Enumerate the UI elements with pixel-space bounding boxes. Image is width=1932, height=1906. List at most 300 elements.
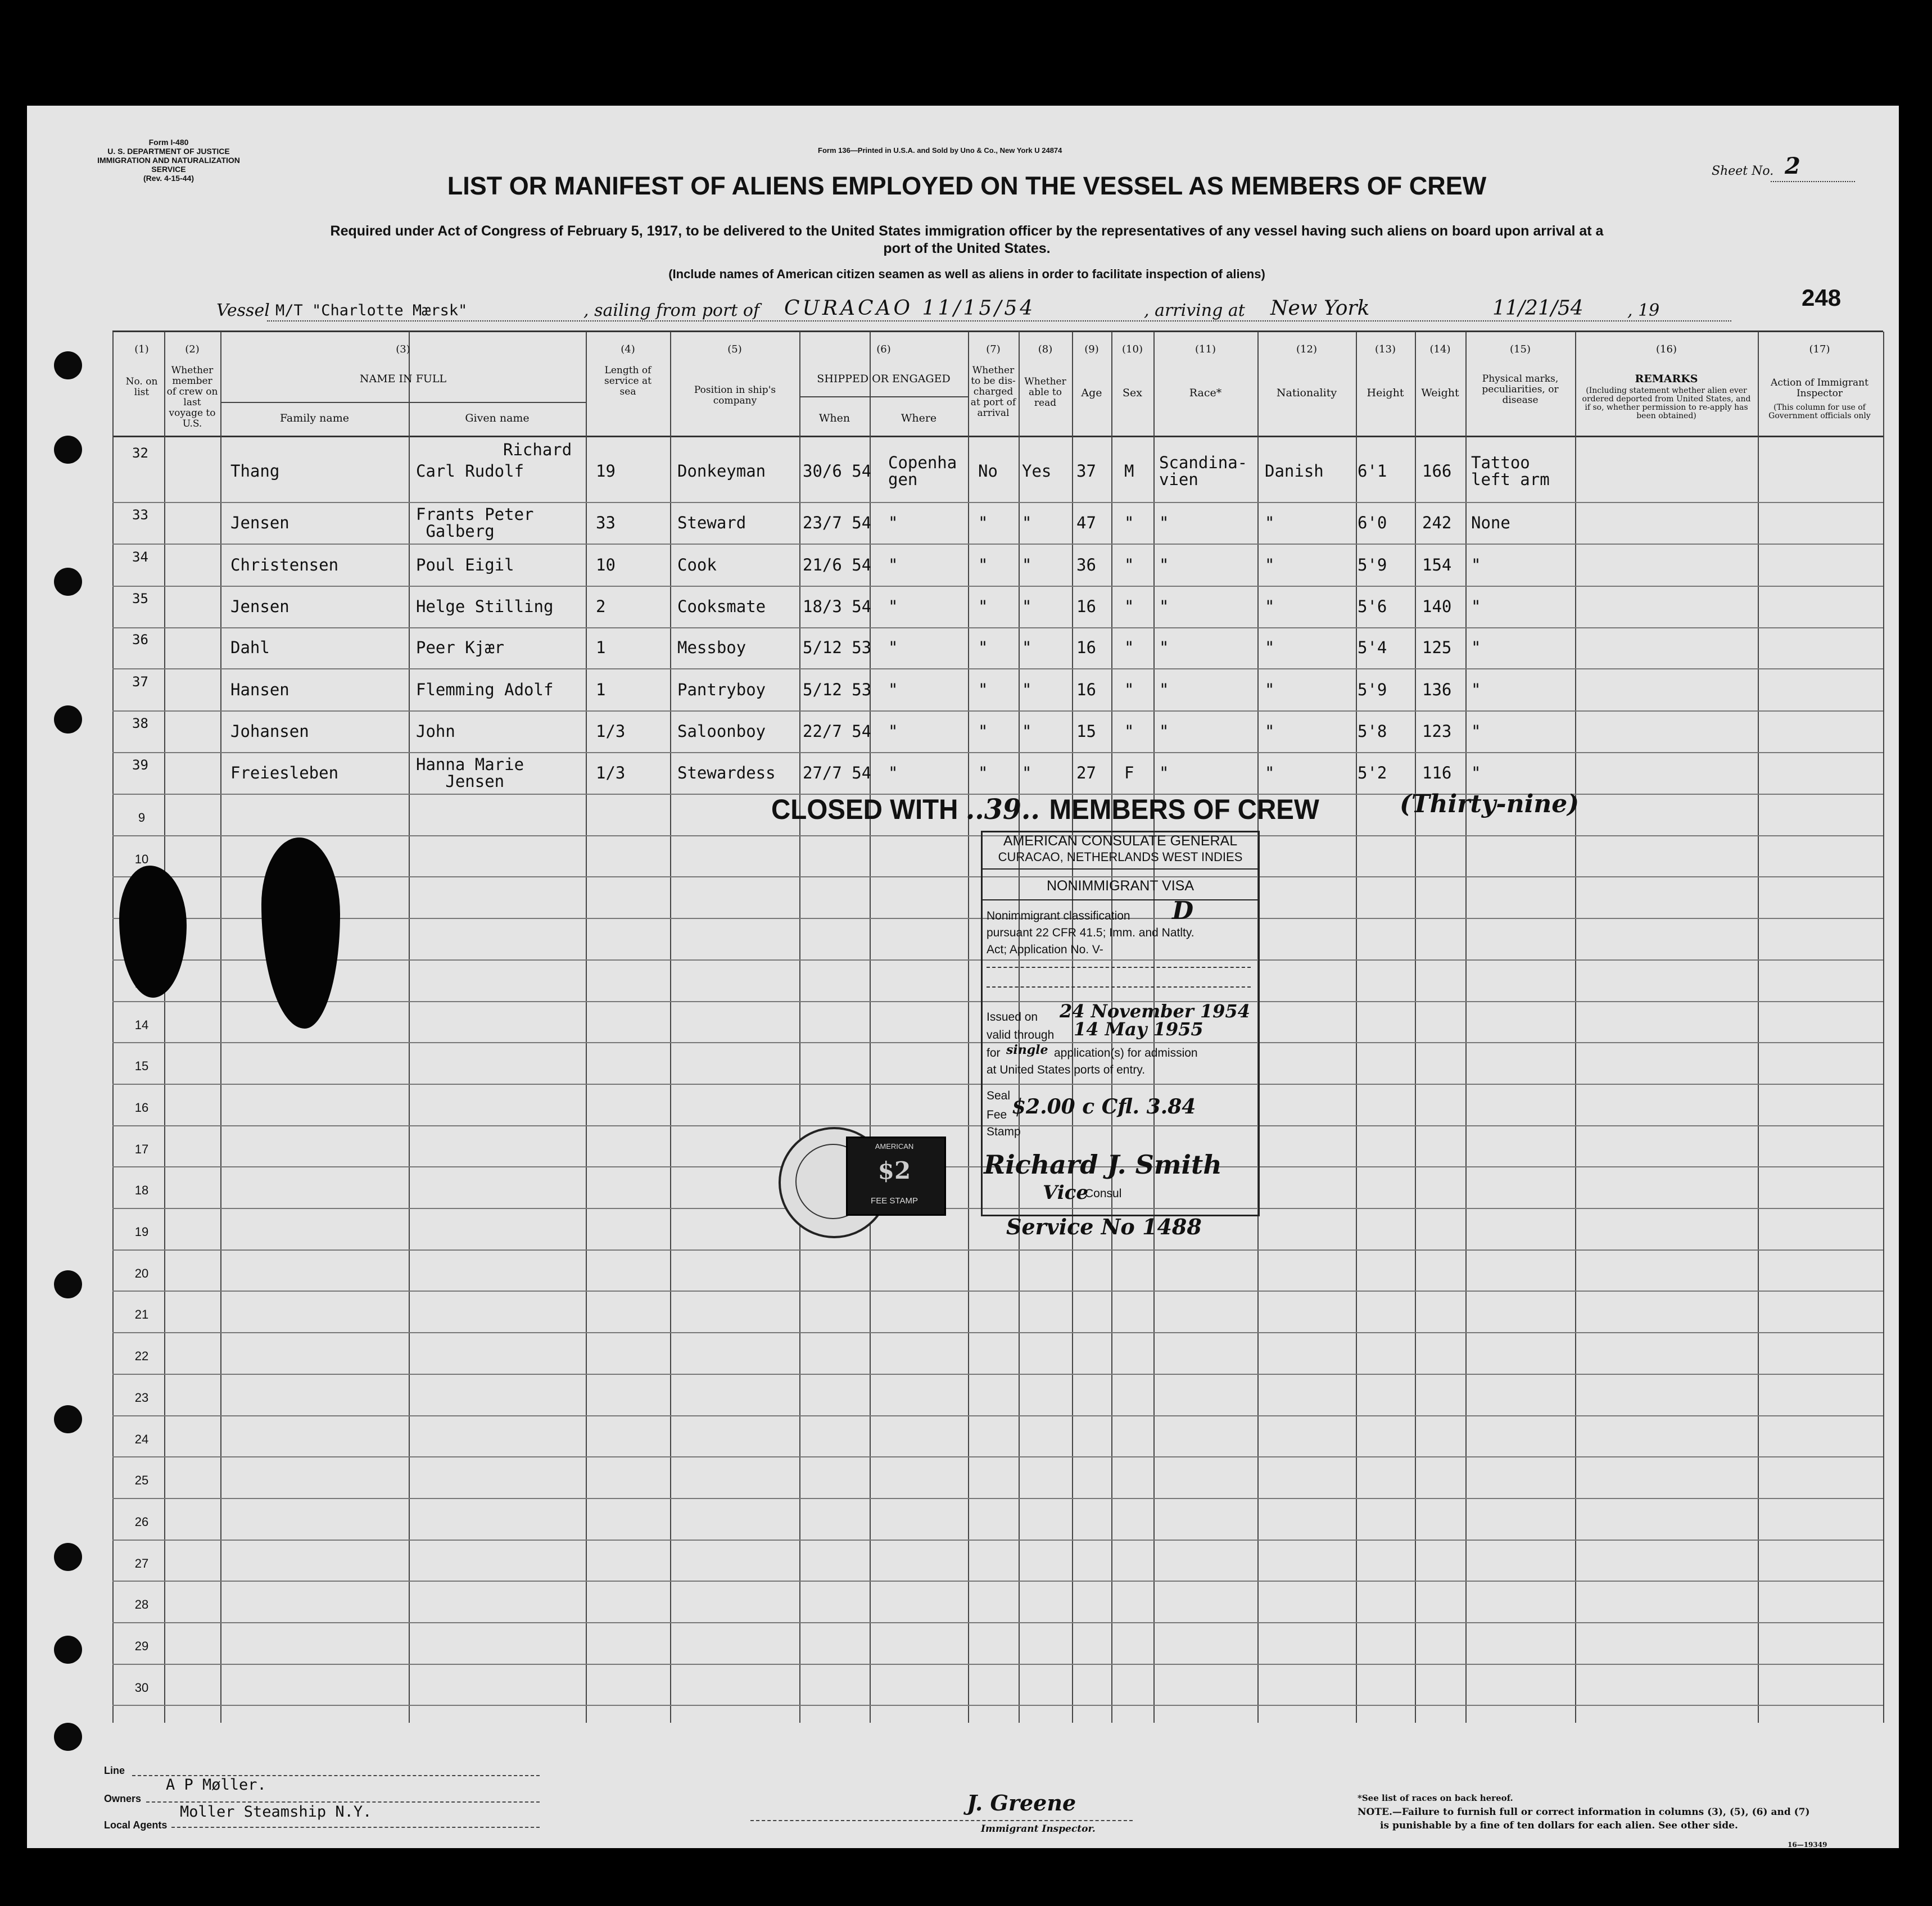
- fee-stamp-top: AMERICAN: [875, 1142, 914, 1151]
- age: 15: [1076, 722, 1096, 741]
- footer-owners-label: Owners: [104, 1793, 142, 1804]
- vessel-label: Vessel: [216, 301, 270, 320]
- row-rule: [112, 1456, 1883, 1457]
- sex: M: [1124, 461, 1134, 481]
- visa-location: CURACAO, NETHERLANDS WEST INDIES: [998, 850, 1243, 864]
- row-rule: [112, 710, 1883, 712]
- age: 37: [1076, 461, 1096, 481]
- position: Messboy: [677, 638, 746, 657]
- visa-title-print: Consul: [1085, 1187, 1122, 1200]
- arriving-label: , arriving at: [1144, 301, 1245, 320]
- row-number: 26: [134, 1514, 149, 1529]
- discharged: ": [978, 513, 988, 532]
- punch-hole: [54, 1405, 82, 1433]
- page-title: LIST OR MANIFEST OF ALIENS EMPLOYED ON THE VESSEL AS MEMBERS OF CREW: [447, 171, 1487, 200]
- row-rule: [112, 1705, 1883, 1706]
- visa-ports: at United States ports of entry.: [987, 1063, 1146, 1076]
- physical-marks: ": [1471, 722, 1481, 741]
- shipped-where: Copenha gen: [888, 453, 957, 489]
- able-to-read: Yes: [1022, 461, 1052, 481]
- able-to-read: ": [1022, 597, 1032, 616]
- family-name: Hansen: [230, 680, 289, 699]
- row-rule: [112, 1291, 1883, 1292]
- row-rule: [112, 1374, 1883, 1375]
- shipped-when: 5/12 53: [803, 680, 872, 699]
- able-to-read: ": [1022, 638, 1032, 657]
- visa-rule: [981, 868, 1260, 870]
- col-header-action: Action of Immigrant Inspector: [1771, 377, 1868, 399]
- height: 5'4: [1358, 638, 1387, 657]
- service-length: 1/3: [596, 763, 626, 782]
- shipped-when: 21/6 54: [803, 555, 872, 574]
- col-num: (15): [1510, 343, 1531, 355]
- col-num: (6): [876, 343, 891, 355]
- given-name: Peer Kjær: [416, 638, 505, 657]
- shipped-where: ": [888, 555, 898, 574]
- row-number: 17: [134, 1142, 149, 1156]
- row-number: 20: [134, 1266, 149, 1280]
- race: ": [1159, 513, 1169, 532]
- family-name: Freiesleben: [230, 763, 339, 782]
- col-header-action-note: (This column for use of Government officials only: [1768, 403, 1871, 420]
- discharged: ": [978, 638, 988, 657]
- footer-underline: [146, 1801, 540, 1803]
- age: 16: [1076, 638, 1096, 657]
- visa-act: Act; Application No. V-: [987, 943, 1103, 956]
- row-rule: [112, 1622, 1883, 1623]
- able-to-read: ": [1022, 513, 1032, 532]
- row-number: 38: [132, 716, 148, 731]
- row-number: 16: [134, 1100, 149, 1115]
- column-rule: [1356, 332, 1357, 1723]
- col-num: (10): [1122, 343, 1143, 355]
- race: Scandina- vien: [1159, 453, 1248, 489]
- col-num: (7): [986, 343, 1001, 355]
- column-rule: [586, 332, 587, 1723]
- column-rule: [409, 332, 410, 1723]
- given-name: Flemming Adolf: [416, 680, 554, 699]
- row-number: 28: [134, 1597, 149, 1612]
- col-num: (17): [1809, 343, 1830, 355]
- height: 6'1: [1358, 461, 1387, 481]
- position: Saloonboy: [677, 722, 766, 741]
- visa-valid-value: 14 May 1955: [1074, 1018, 1203, 1040]
- sex: ": [1124, 513, 1134, 532]
- nationality: ": [1265, 555, 1275, 574]
- shipped-when: 30/6 54: [803, 461, 872, 481]
- given-name: John: [416, 722, 455, 741]
- visa-title-hand: Vice: [1043, 1181, 1089, 1204]
- arriving-port: New York: [1270, 297, 1370, 320]
- family-name: Jensen: [230, 513, 289, 532]
- col-header-weight: Weight: [1421, 387, 1459, 399]
- row-number: 30: [134, 1680, 149, 1695]
- height: 5'8: [1358, 722, 1387, 741]
- discharged: ": [978, 680, 988, 699]
- visa-issued-value: 24 November 1954: [1060, 1000, 1250, 1022]
- shipped-where: ": [888, 513, 898, 532]
- col-header-sex: Sex: [1123, 387, 1142, 399]
- column-rule: [968, 332, 969, 1723]
- weight: 242: [1422, 513, 1452, 532]
- row-rule: [112, 1498, 1883, 1499]
- year-label: , 19: [1627, 301, 1660, 320]
- visa-signature: Richard J. Smith: [984, 1149, 1222, 1180]
- col-header-shipped: SHIPPED OR ENGAGED: [817, 373, 951, 385]
- subtitle: Required under Act of Congress of February 5, 1917, to be delivered to the United States immigration officer by the representatives of any vessel having such aliens on board upon arrival at a: [330, 223, 1604, 239]
- service-length: 33: [596, 513, 616, 532]
- row-number: 33: [132, 507, 148, 523]
- col-header-remarks-note: (Including statement whether alien ever ordered deported from United States, and if so, whether permission to re-apply has been obtained): [1582, 386, 1751, 420]
- table-top-border: [112, 331, 1883, 332]
- family-name: Johansen: [230, 722, 309, 741]
- vessel-name: M/T "Charlotte Mærsk": [275, 302, 468, 319]
- age: 27: [1076, 763, 1096, 782]
- given-name: Helge Stilling: [416, 597, 554, 616]
- discharged: ": [978, 763, 988, 782]
- sub-header-rule: [799, 396, 968, 397]
- shipped-when: 18/3 54: [803, 597, 872, 616]
- row-rule: [112, 752, 1883, 753]
- physical-marks: ": [1471, 680, 1481, 699]
- row-number: 15: [134, 1059, 149, 1074]
- given-name: Poul Eigil: [416, 555, 514, 574]
- col-num: (8): [1038, 343, 1053, 355]
- punch-hole: [54, 1636, 82, 1664]
- visa-pursuant: pursuant 22 CFR 41.5; Imm. and Natlty.: [987, 926, 1195, 939]
- footer-underline: [171, 1827, 540, 1828]
- col-header-discharged: Whether to be dis-charged at port of arrival: [970, 365, 1016, 419]
- printer-note: Form 136—Printed in U.S.A. and Sold by Uno & Co., New York U 24874: [818, 146, 1062, 155]
- race: ": [1159, 597, 1169, 616]
- visa-application: application(s) for admission: [1054, 1047, 1198, 1060]
- inspector-signature: J. Greene: [967, 1790, 1076, 1816]
- vessel-underline: [267, 320, 1731, 322]
- row-number: 25: [134, 1473, 149, 1488]
- visa-consulate: AMERICAN CONSULATE GENERAL: [1003, 833, 1238, 849]
- col-header-position: Position in ship's company: [694, 384, 776, 406]
- punch-hole: [54, 705, 82, 734]
- col-num: (2): [185, 343, 200, 355]
- form-id-line: U. S. DEPARTMENT OF JUSTICE: [107, 147, 230, 156]
- row-number: 32: [132, 445, 148, 461]
- row-number: 39: [132, 757, 148, 773]
- row-rule: [112, 668, 1883, 669]
- position: Donkeyman: [677, 461, 766, 481]
- visa-service-no: Service No 1488: [1006, 1214, 1202, 1239]
- closing-members: MEMBERS OF CREW: [1049, 794, 1319, 825]
- closing-count: 39: [984, 793, 1021, 826]
- service-length: 2: [596, 597, 606, 616]
- visa-rule: [981, 899, 1260, 900]
- physical-marks: ": [1471, 555, 1481, 574]
- row-number: 10: [134, 852, 149, 866]
- service-length: 19: [596, 461, 616, 481]
- col-header-age: Age: [1081, 387, 1102, 399]
- visa-stamp-label: Stamp: [987, 1125, 1021, 1138]
- punch-hole: [54, 1543, 82, 1571]
- col-num: (9): [1084, 343, 1099, 355]
- subtitle-note: (Include names of American citizen seamen as well as aliens in order to facilitate inspection of aliens): [668, 267, 1265, 281]
- footer-note: is punishable by a fine of ten dollars for each alien. See other side.: [1380, 1820, 1738, 1831]
- row-rule: [112, 586, 1883, 587]
- height: 5'9: [1358, 555, 1387, 574]
- discharged: No: [978, 461, 998, 481]
- given-name: Hanna Marie Jensen: [416, 755, 524, 791]
- physical-marks: Tattoo left arm: [1471, 453, 1550, 489]
- race: ": [1159, 722, 1169, 741]
- column-rule: [1415, 332, 1416, 1723]
- visa-fee-value: $2.00 c Cfl. 3.84: [1012, 1095, 1196, 1119]
- able-to-read: ": [1022, 680, 1032, 699]
- shipped-where: ": [888, 597, 898, 616]
- given-name: Carl Rudolf: [416, 461, 524, 481]
- height: 5'9: [1358, 680, 1387, 699]
- column-rule: [1465, 332, 1467, 1723]
- service-length: 1/3: [596, 722, 626, 741]
- sheet-label: Sheet No.: [1712, 164, 1774, 178]
- row-number: 35: [132, 591, 148, 606]
- able-to-read: ": [1022, 722, 1032, 741]
- column-rule: [670, 332, 671, 1723]
- fee-stamp-value: $2: [877, 1157, 911, 1184]
- col-header-no: No. on list: [125, 376, 158, 398]
- col-num: (1): [134, 343, 149, 355]
- family-name: Dahl: [230, 638, 270, 657]
- visa-fee-label: Fee: [987, 1108, 1007, 1121]
- column-rule: [164, 332, 165, 1723]
- position: Steward: [677, 513, 746, 532]
- physical-marks: ": [1471, 763, 1481, 782]
- closing-stamp: CLOSED WITH ..39.. MEMBERS OF CREW: [771, 793, 1319, 826]
- position: Cook: [677, 555, 717, 574]
- sex: ": [1124, 638, 1134, 657]
- shipped-where: ": [888, 722, 898, 741]
- col-header-given: Given name: [465, 412, 530, 424]
- row-number: 14: [134, 1017, 149, 1032]
- col-header-when: When: [818, 412, 850, 424]
- inspector-underline: [750, 1820, 1133, 1821]
- row-rule: [112, 1664, 1883, 1665]
- row-rule: [112, 1415, 1883, 1416]
- family-name: Jensen: [230, 597, 289, 616]
- given-name-addition: Richard: [503, 440, 572, 459]
- nationality: ": [1265, 680, 1275, 699]
- col-num: (3): [396, 343, 410, 355]
- sailing-label: , sailing from port of: [583, 301, 760, 320]
- sex: ": [1124, 597, 1134, 616]
- visa-classification: Nonimmigrant classification: [987, 909, 1130, 922]
- col-header-remarks: REMARKS: [1635, 373, 1698, 385]
- row-rule: [112, 627, 1883, 628]
- shipped-where: ": [888, 638, 898, 657]
- visa-for-value: single: [1006, 1043, 1048, 1057]
- visa-issued-label: Issued on: [987, 1011, 1038, 1024]
- height: 5'6: [1358, 597, 1387, 616]
- column-rule: [112, 332, 114, 1723]
- nationality: ": [1265, 722, 1275, 741]
- row-number: 21: [134, 1307, 149, 1322]
- row-number: 23: [134, 1390, 149, 1405]
- col-header-member: Whether member of crew on last voyage to U.S.: [166, 365, 218, 429]
- form-id-line: IMMIGRATION AND NATURALIZATION SERVICE: [97, 156, 240, 174]
- race: ": [1159, 638, 1169, 657]
- shipped-where: ": [888, 763, 898, 782]
- able-to-read: ": [1022, 555, 1032, 574]
- col-num: (13): [1375, 343, 1396, 355]
- position: Pantryboy: [677, 680, 766, 699]
- punch-hole: [54, 1270, 82, 1298]
- punch-hole: [54, 568, 82, 596]
- weight: 154: [1422, 555, 1452, 574]
- visa-dash: [987, 986, 1251, 988]
- position: Stewardess: [677, 763, 776, 782]
- visa-seal: Seal: [987, 1089, 1011, 1102]
- row-rule: [112, 502, 1883, 503]
- service-length: 1: [596, 638, 606, 657]
- punch-hole: [54, 351, 82, 379]
- weight: 140: [1422, 597, 1452, 616]
- footer-owners-value: A P Møller.: [166, 1776, 266, 1794]
- col-header-service: Length of service at sea: [604, 365, 651, 397]
- sub-header-rule: [220, 402, 586, 403]
- row-rule: [112, 1581, 1883, 1582]
- punch-hole: [54, 436, 82, 464]
- weight: 125: [1422, 638, 1452, 657]
- discharged: ": [978, 722, 988, 741]
- age: 16: [1076, 680, 1096, 699]
- row-number: 37: [132, 674, 148, 690]
- col-header-where: Where: [901, 412, 937, 424]
- sex: ": [1124, 555, 1134, 574]
- family-name: Christensen: [230, 555, 339, 574]
- discharged: ": [978, 597, 988, 616]
- nationality: ": [1265, 638, 1275, 657]
- column-rule: [1758, 332, 1759, 1723]
- col-header-nationality: Nationality: [1276, 387, 1337, 399]
- column-rule: [220, 332, 221, 1723]
- column-rule: [1883, 332, 1884, 1723]
- sheet-number: 2: [1785, 153, 1800, 179]
- race: ": [1159, 680, 1169, 699]
- row-rule: [112, 1540, 1883, 1541]
- row-number: 27: [134, 1556, 149, 1570]
- visa-valid-label: valid through: [987, 1029, 1055, 1042]
- visa-class-value: D: [1172, 897, 1194, 925]
- row-rule: [112, 1249, 1883, 1251]
- age: 16: [1076, 597, 1096, 616]
- form-id-line: Form I-480: [148, 138, 189, 147]
- row-number: 24: [134, 1432, 149, 1446]
- physical-marks: None: [1471, 513, 1510, 532]
- nationality: Danish: [1265, 461, 1324, 481]
- row-rule: [112, 1332, 1883, 1333]
- race: ": [1159, 555, 1169, 574]
- punch-hole: [54, 1723, 82, 1751]
- footer-line-label: Line: [104, 1765, 125, 1776]
- service-length: 1: [596, 680, 606, 699]
- shipped-when: 5/12 53: [803, 638, 872, 657]
- age: 47: [1076, 513, 1096, 532]
- nationality: ": [1265, 763, 1275, 782]
- footer-agents-label: Local Agents: [104, 1819, 168, 1831]
- visa-for-label: for: [987, 1047, 1001, 1060]
- footer-note: NOTE.—Failure to furnish full or correct information in columns (3), (5), (6) and (7): [1358, 1807, 1810, 1818]
- table-header-rule: [112, 436, 1883, 437]
- age: 36: [1076, 555, 1096, 574]
- shipped-when: 23/7 54: [803, 513, 872, 532]
- sheet-underline: [1771, 181, 1855, 182]
- sex: ": [1124, 722, 1134, 741]
- height: 5'2: [1358, 763, 1387, 782]
- family-name: Thang: [230, 461, 280, 481]
- weight: 136: [1422, 680, 1452, 699]
- footer-agents-value: Moller Steamship N.Y.: [180, 1803, 372, 1821]
- shipped-where: ": [888, 680, 898, 699]
- given-name: Frants Peter Galberg: [416, 505, 534, 541]
- page-number: 248: [1802, 284, 1841, 311]
- col-num: (14): [1429, 343, 1451, 355]
- column-rule: [799, 332, 800, 1723]
- physical-marks: ": [1471, 597, 1481, 616]
- visa-dash: [987, 967, 1251, 968]
- col-header-marks: Physical marks, peculiarities, or disease: [1482, 373, 1559, 406]
- sex: ": [1124, 680, 1134, 699]
- col-num: (5): [727, 343, 742, 355]
- row-number: 9: [138, 811, 146, 825]
- col-header-name: NAME IN FULL: [359, 373, 447, 385]
- row-rule: [112, 544, 1883, 545]
- arriving-date: 11/21/54: [1492, 297, 1583, 320]
- row-number: 18: [134, 1183, 149, 1198]
- weight: 123: [1422, 722, 1452, 741]
- column-rule: [1575, 332, 1576, 1723]
- height: 6'0: [1358, 513, 1387, 532]
- footer-form-no: 16—19349: [1788, 1841, 1827, 1849]
- closing-text: CLOSED WITH: [771, 794, 958, 825]
- col-num: (11): [1195, 343, 1216, 355]
- position: Cooksmate: [677, 597, 766, 616]
- col-header-family: Family name: [280, 412, 349, 424]
- weight: 166: [1422, 461, 1452, 481]
- row-number: 19: [134, 1225, 149, 1239]
- row-number: 36: [132, 632, 148, 648]
- col-num: (12): [1296, 343, 1317, 355]
- shipped-when: 22/7 54: [803, 722, 872, 741]
- col-header-height: Height: [1367, 387, 1404, 399]
- col-num: (4): [621, 343, 635, 355]
- fee-stamp-bottom: FEE STAMP: [871, 1196, 918, 1206]
- shipped-when: 27/7 54: [803, 763, 872, 782]
- discharged: ": [978, 555, 988, 574]
- inspector-label: Immigrant Inspector.: [981, 1823, 1096, 1835]
- col-header-read: Whether able to read: [1024, 376, 1066, 409]
- weight: 116: [1422, 763, 1452, 782]
- row-number: 22: [134, 1349, 149, 1364]
- row-number: 34: [132, 549, 148, 565]
- sailing-port: CURACAO 11/15/54: [784, 297, 1036, 320]
- column-rule: [870, 332, 871, 1723]
- race: ": [1159, 763, 1169, 782]
- nationality: ": [1265, 513, 1275, 532]
- service-length: 10: [596, 555, 616, 574]
- subtitle: port of the United States.: [883, 241, 1051, 256]
- able-to-read: ": [1022, 763, 1032, 782]
- form-id-line: (Rev. 4-15-44): [143, 174, 194, 183]
- visa-title: NONIMMIGRANT VISA: [1046, 878, 1195, 894]
- col-num: (16): [1656, 343, 1677, 355]
- row-number: 29: [134, 1639, 149, 1653]
